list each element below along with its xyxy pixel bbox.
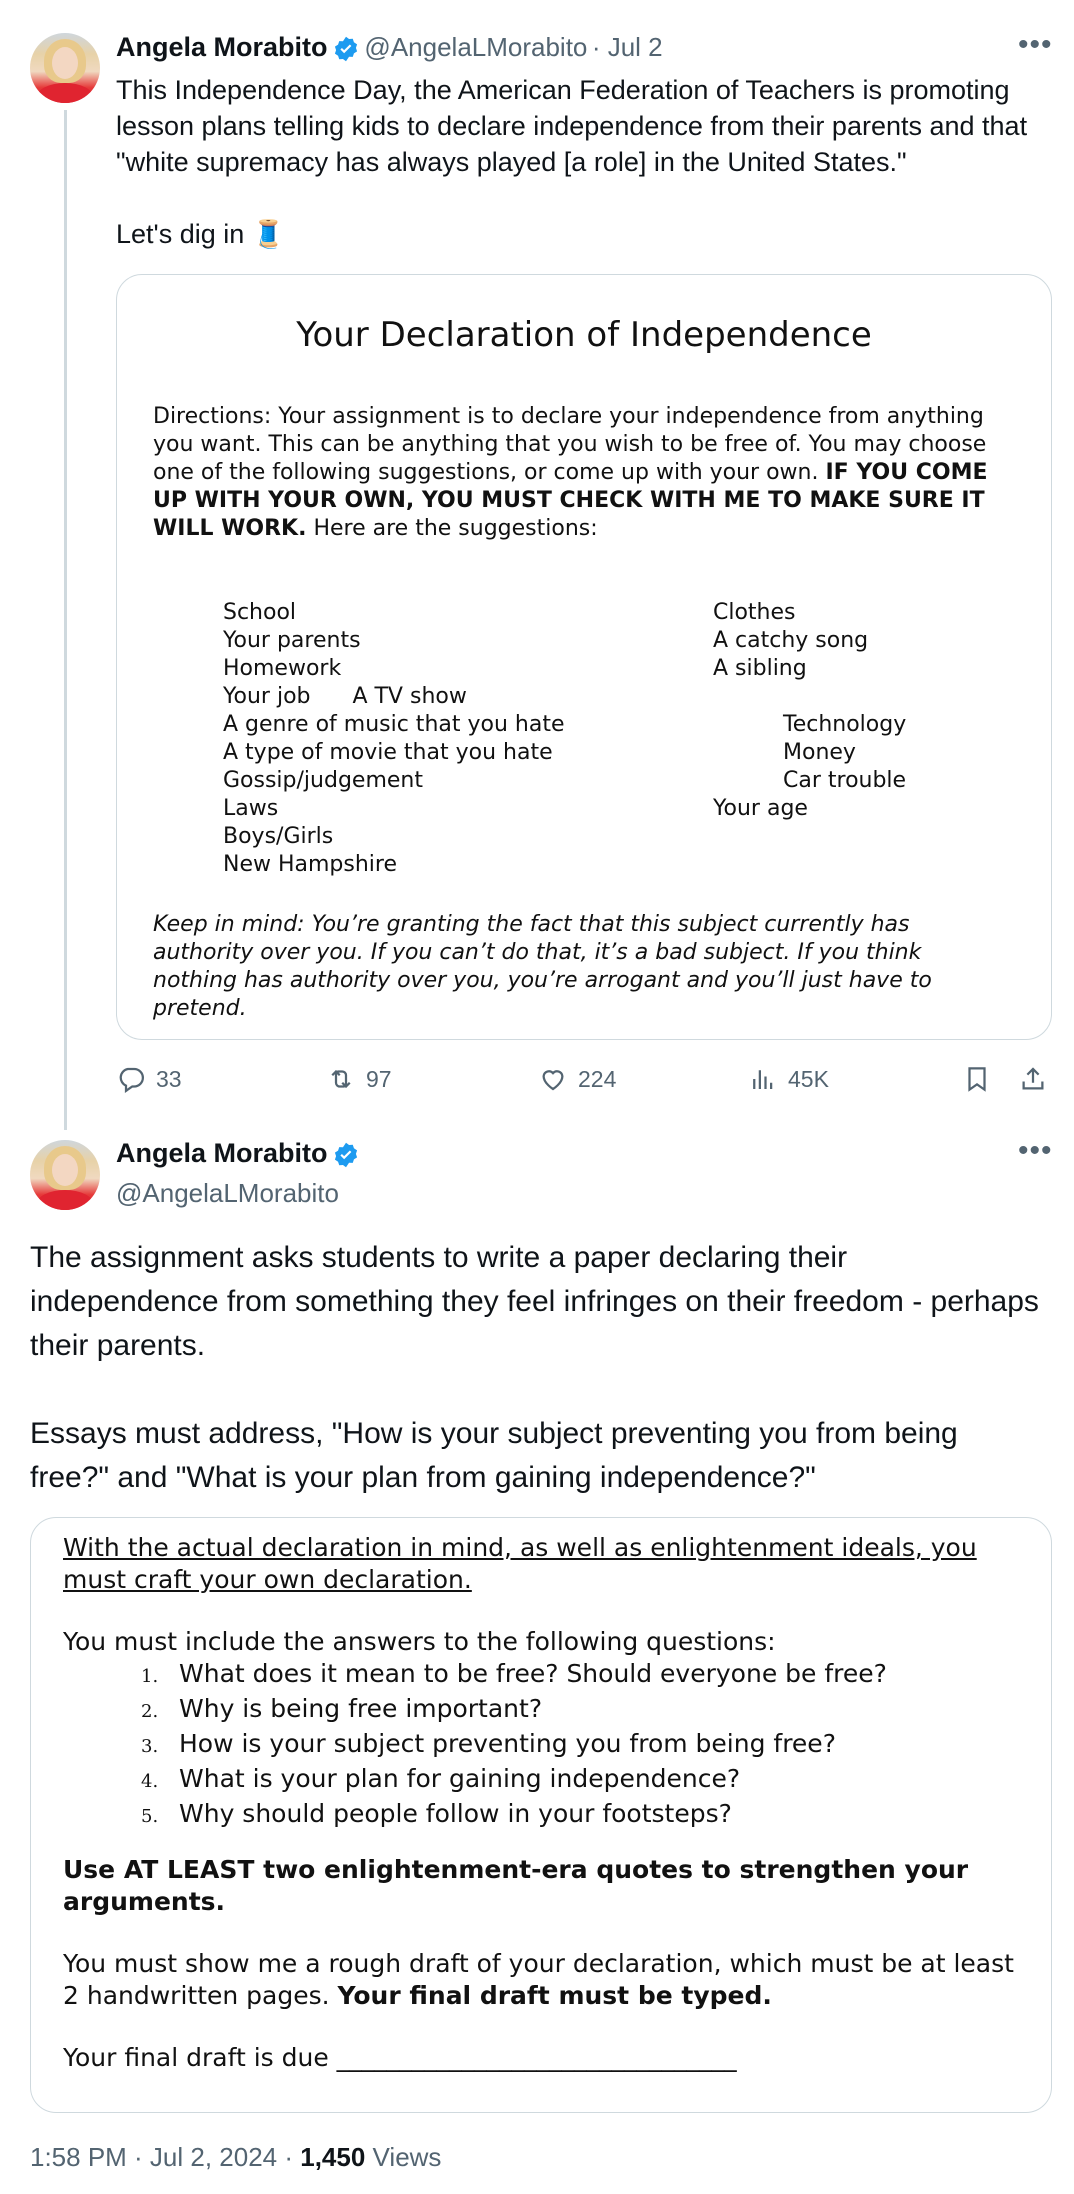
thread-line <box>64 110 67 1130</box>
doc-due-line: Your final draft is due ________________________________ <box>63 2043 737 2072</box>
share-button[interactable] <box>1018 1064 1048 1094</box>
question-list <box>141 1658 887 1833</box>
view-count: 45K <box>788 1065 829 1092</box>
view-count: 1,450 <box>300 2142 366 2172</box>
doc-quote-requirement: Use AT LEAST two enlightenment-era quotes to strengthen your arguments. <box>63 1855 969 1916</box>
reply-count: 33 <box>156 1065 182 1092</box>
doc-directions: Directions: Your assignment is to declare your independence from anything you want. This can be anything that you wish to be free of. You may choose one of the following suggestions, or come up with your own. IF YOU COME UP WITH YOUR OWN, YOU MUST CHECK WITH ME TO MAKE SURE IT WILL WORK. Here are the suggestions: <box>153 404 988 541</box>
views-button[interactable] <box>748 1064 829 1094</box>
tweet-text: The assignment asks students to write a paper declaring their independence from something they feel infringes on their freedom - perhaps their parents. Essays must address, "How is your subject preventing you from being free?" and "What is your plan from gaining independence?" <box>30 1241 1039 1494</box>
bookmark-icon <box>962 1064 992 1094</box>
doc-keep-in-mind: Keep in mind: You’re granting the fact that this subject currently has authority over you. If you can’t do that, it’s a bad subject. If you think nothing has authority over you, you’re arrogant and you’ll just have to pretend. <box>153 912 932 1021</box>
suggestions-right: Clothes A catchy song A sibling Technology Money Car trouble Your age <box>713 600 907 821</box>
avatar[interactable] <box>30 33 100 103</box>
doc-title: Your Declaration of Independence <box>296 315 872 355</box>
more-options-icon[interactable]: ••• <box>1018 1134 1053 1167</box>
suggestions-left: School Your parents Homework Your job A TV show A genre of music that you hate A type of movie that you hate Gossip/judgement Laws Boys/Girls New Hampshire <box>223 600 565 877</box>
author-name[interactable]: Angela Morabito <box>116 1138 328 1168</box>
tweet-image[interactable] <box>30 1517 1052 2113</box>
tweet-header <box>116 1138 360 1209</box>
doc-draft-requirement: You must show me a rough draft of your declaration, which must be at least 2 handwritten pages. Your final draft must be typed. <box>63 1949 1014 2010</box>
repost-icon <box>326 1064 356 1094</box>
author-handle[interactable]: @AngelaLMorabito <box>116 1178 339 1209</box>
repost-button[interactable] <box>326 1064 392 1094</box>
doc-questions-intro: You must include the answers to the following questions: <box>63 1627 776 1656</box>
author-name[interactable]: Angela Morabito <box>116 32 328 62</box>
verified-badge-icon <box>332 35 360 68</box>
share-icon <box>1018 1064 1048 1094</box>
avatar[interactable] <box>30 1140 100 1210</box>
author-handle[interactable]: @AngelaLMorabito <box>364 32 588 62</box>
list-item: 5. Why should people follow in your footsteps? <box>141 1799 732 1828</box>
tweet-header <box>116 32 663 68</box>
list-item: 2. Why is being free important? <box>141 1694 543 1723</box>
reply-icon <box>116 1064 146 1094</box>
list-item: 3. How is your subject preventing you from being free? <box>141 1729 836 1758</box>
tweet-image[interactable] <box>116 274 1052 1040</box>
analytics-icon <box>748 1064 778 1094</box>
list-item: 1. What does it mean to be free? Should everyone be free? <box>141 1659 887 1688</box>
like-button[interactable] <box>538 1064 616 1094</box>
tweet-timestamp[interactable]: 1:58 PM · Jul 2, 2024 · 1,450 Views <box>30 2142 442 2172</box>
verified-badge-icon <box>332 1141 360 1174</box>
tweet-date[interactable]: · Jul 2 <box>591 32 663 62</box>
more-options-icon[interactable]: ••• <box>1018 28 1053 61</box>
bookmark-button[interactable] <box>962 1064 992 1094</box>
repost-count: 97 <box>366 1065 392 1092</box>
like-count: 224 <box>578 1065 617 1092</box>
reply-button[interactable] <box>116 1064 182 1094</box>
list-item: 4. What is your plan for gaining independence? <box>141 1764 741 1793</box>
heart-icon <box>538 1064 568 1094</box>
doc-underlined-intro: With the actual declaration in mind, as well as enlightenment ideals, you must craft your own declaration. <box>63 1533 977 1594</box>
tweet-text: This Independence Day, the American Federation of Teachers is promoting lesson plans telling kids to declare independence from their parents and that "white supremacy has always played [a role] in the United States." Let's dig in 🧵 <box>116 75 1028 249</box>
